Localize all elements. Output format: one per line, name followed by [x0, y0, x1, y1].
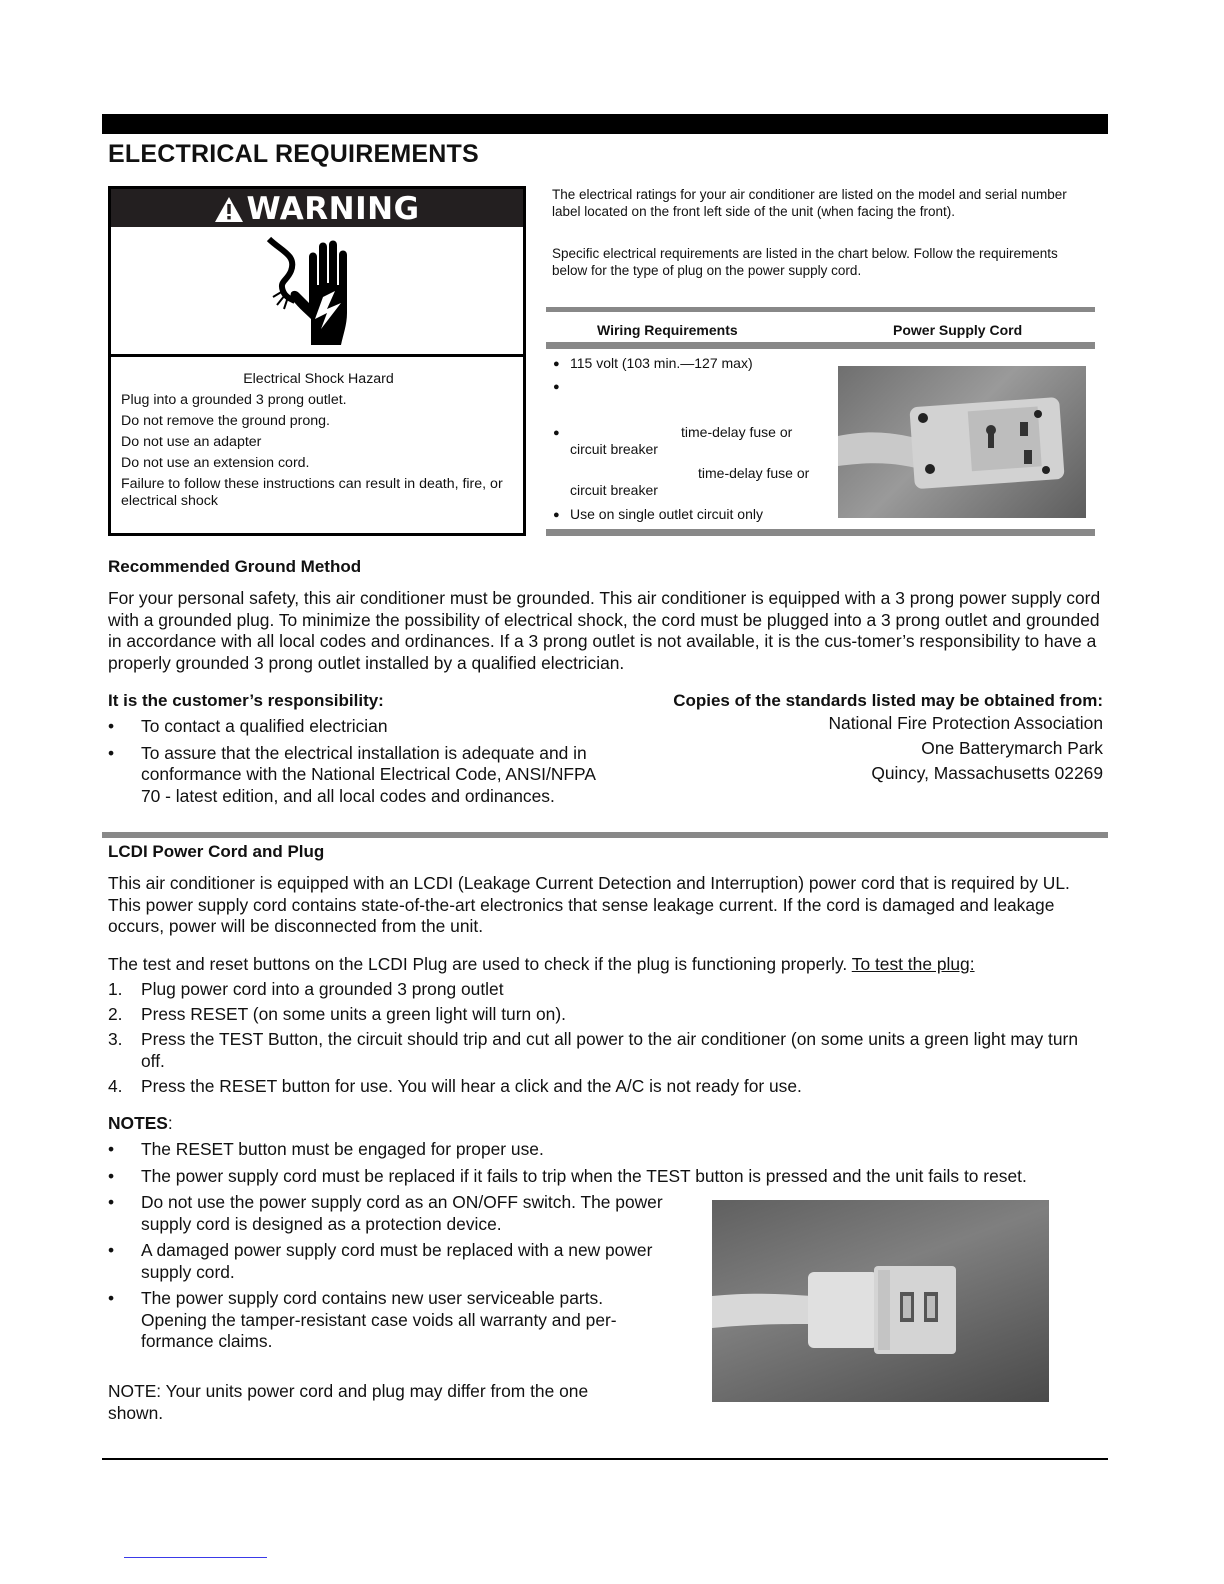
responsibility-list	[108, 716, 598, 807]
warning-line: Do not remove the ground prong.	[121, 413, 331, 429]
lcdi-text: This air conditioner is equipped with an LCDI (Leakage Current Detection and Interruption) power cord that is required by UL. This power supply cord contains state-of-the-art electronics that sense leakage current. If the cord is damaged and leakage occurs, power will be disconnected from the unit.	[108, 873, 1070, 936]
step-number: 1.	[108, 979, 123, 999]
standards-heading: Copies of the standards listed may be obtained from:	[673, 691, 1103, 710]
section-divider	[102, 832, 1108, 838]
warning-line: Failure to follow these instructions can result in death, fire, or electrical shock	[121, 476, 503, 509]
footer-link-underline	[124, 1557, 267, 1558]
note-item: • The power supply cord must be replaced if it fails to trip when the TEST button is pressed and the unit fails to reset.	[108, 1166, 1098, 1188]
hazard-title: Electrical Shock Hazard	[243, 371, 394, 387]
responsibility-heading: It is the customer’s responsibility:	[108, 691, 384, 710]
lcdi-plug-photo	[712, 1200, 1049, 1402]
note-item: • The power supply cord contains new user serviceable parts. Opening the tamper-resistant case voids all warranty and per-formance claims.	[108, 1288, 663, 1353]
final-note: NOTE: Your units power cord and plug may differ from the one shown.	[108, 1381, 589, 1423]
table-header-rule	[546, 342, 1095, 349]
list-item: • To assure that the electrical installation is adequate and in conformance with the National Electrical Code, ANSI/NFPA 70 - latest edition, and all local codes and ordinances.	[108, 743, 598, 808]
warning-pictogram	[111, 227, 523, 357]
notes-label: NOTES	[108, 1113, 168, 1133]
lcdi-heading: LCDI Power Cord and Plug	[108, 842, 325, 861]
intro-paragraph-2: Specific electrical requirements are listed in the chart below. Follow the requirements below for the type of plug on the power supply cord.	[552, 246, 1058, 278]
note-item: • The RESET button must be engaged for proper use.	[108, 1139, 1098, 1161]
note-item: • A damaged power supply cord must be replaced with a new power supply cord.	[108, 1240, 663, 1283]
note-item: • Do not use the power supply cord as an ON/OFF switch. The power supply cord is designed as a protection device.	[108, 1192, 663, 1235]
step-text: Press the RESET button for use. You will hear a click and the A/C is not ready for use.	[141, 1075, 802, 1096]
notes-list-top	[108, 1139, 1098, 1187]
test-intro-text: The test and reset buttons on the LCDI Plug are used to check if the plug is functioning properly.	[108, 954, 848, 974]
step-text: Plug power cord into a grounded 3 prong outlet	[141, 979, 504, 999]
step-item	[108, 1029, 1088, 1072]
warning-line: Plug into a grounded 3 prong outlet.	[121, 392, 347, 408]
step-item	[108, 1076, 1088, 1098]
req-voltage: ● 115 volt (103 min.—127 max)	[570, 355, 753, 372]
step-number: 4.	[108, 1075, 123, 1096]
bottom-rule	[102, 1458, 1108, 1460]
notes-colon: :	[167, 1113, 173, 1133]
page-title: ELECTRICAL REQUIREMENTS	[108, 140, 479, 168]
top-black-bar	[102, 114, 1108, 134]
req-fuse-1-a: time-delay fuse or	[681, 424, 793, 440]
warning-header	[111, 189, 523, 227]
standards-org: National Fire Protection Association	[828, 713, 1103, 733]
req-fuse-1-b: circuit breaker	[570, 441, 658, 457]
lcdi-plug-image	[712, 1200, 1049, 1402]
standards-city: Quincy, Massachusetts 02269	[871, 763, 1103, 783]
power-plug-photo	[838, 366, 1086, 518]
step-text: Press the TEST Button, the circuit should trip and cut all power to the air conditioner (on some units a green light may turn off.	[141, 1029, 1079, 1071]
list-item: • To contact a qualified electrician	[108, 716, 598, 738]
table-bottom-rule	[546, 529, 1095, 536]
step-item	[108, 1004, 1088, 1026]
three-prong-plug-image	[838, 366, 1086, 518]
req-single-outlet: ● Use on single outlet circuit only	[570, 506, 763, 523]
notes-heading	[108, 1113, 173, 1135]
test-plug-link: To test the plug:	[851, 954, 975, 974]
warning-label: WARNING	[246, 191, 420, 227]
column-header-wiring: Wiring Requirements	[597, 322, 738, 338]
intro-paragraph-1: The electrical ratings for your air conditioner are listed on the model and serial number label located on the front left side of the unit (when facing the front).	[552, 187, 1067, 219]
warning-line: Do not use an extension cord.	[121, 455, 310, 471]
warning-box	[108, 186, 526, 536]
step-text: Press RESET (on some units a green light will turn on).	[141, 1004, 566, 1024]
warning-line: Do not use an adapter	[121, 434, 262, 450]
lcdi-test-intro	[108, 954, 1108, 976]
electric-shock-hand-icon	[261, 233, 376, 351]
step-number: 2.	[108, 1004, 123, 1024]
table-top-rule	[546, 307, 1095, 312]
ground-text: For your personal safety, this air conditioner must be grounded. This air conditioner is equipped with a 3 prong power supply cord with a grounded plug. To minimize the possibility of electrical shock, the cord must be plugged into a 3 prong outlet and grounded in accordance with all local codes and ordinances. If a 3 prong outlet is not available, it is the cus-tomer’s responsibility to have a properly grounded 3 prong outlet installed by a qualified electrician.	[108, 588, 1101, 673]
req-fuse-2-b: circuit breaker	[570, 482, 658, 498]
ground-heading: Recommended Ground Method	[108, 557, 362, 576]
standards-street: One Batterymarch Park	[921, 738, 1103, 758]
standards-address	[828, 711, 1103, 786]
req-fuse-2-a: time-delay fuse or	[698, 465, 810, 481]
column-header-cord: Power Supply Cord	[893, 322, 1023, 338]
notes-list-bottom	[108, 1192, 663, 1353]
warning-text	[121, 369, 516, 510]
step-number: 3.	[108, 1029, 123, 1049]
table-header	[546, 318, 1095, 342]
test-steps-list	[108, 979, 1088, 1097]
step-item	[108, 979, 1088, 1001]
warning-triangle-icon	[214, 196, 244, 223]
